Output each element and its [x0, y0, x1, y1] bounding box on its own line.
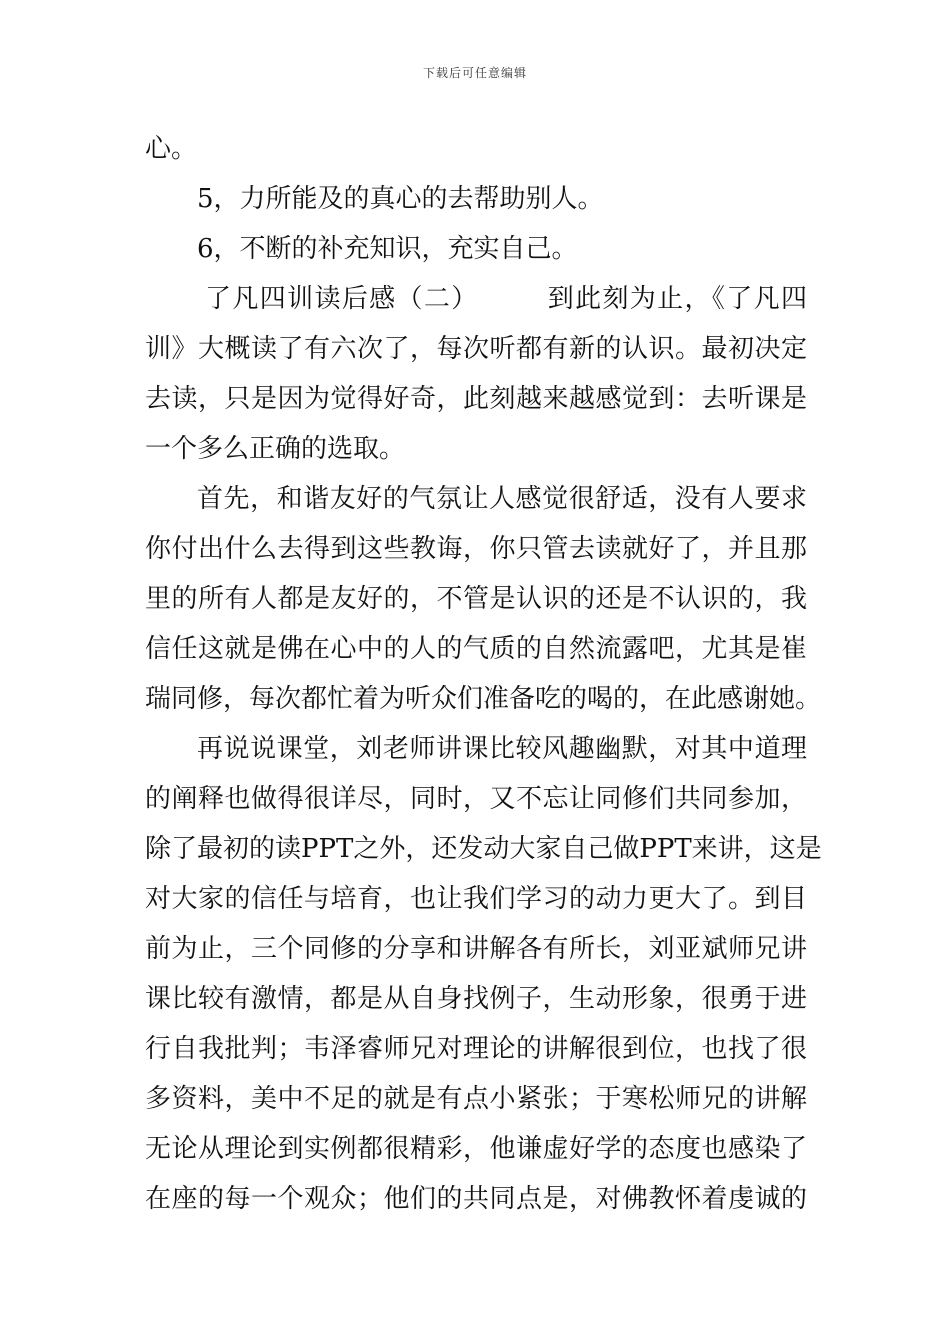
- text-line: 行自我批判；韦泽睿师兄对理论的讲解很到位，也找了很: [145, 1034, 807, 1064]
- text-line: 在座的每一个观众；他们的共同点是，对佛教怀着虔诚的: [145, 1184, 807, 1214]
- text-line: 首先，和谐友好的气氛让人感觉很舒适，没有人要求: [197, 484, 807, 514]
- text-line: 多资料，美中不足的就是有点小紧张；于寒松师兄的讲解: [145, 1084, 807, 1114]
- text-line: 的阐释也做得很详尽，同时，又不忘让同修们共同参加，: [145, 784, 807, 814]
- text-line: 里的所有人都是友好的，不管是认识的还是不认识的，我: [145, 584, 807, 614]
- text-line: 课比较有激情，都是从自身找例子，生动形象，很勇于进: [145, 984, 807, 1014]
- text-line: 你付出什么去得到这些教诲，你只管去读就好了，并且那: [145, 534, 807, 564]
- text-line: 前为止，三个同修的分享和讲解各有所长，刘亚斌师兄讲: [145, 934, 807, 964]
- text-line: 再说说课堂，刘老师讲课比较风趣幽默，对其中道理: [197, 734, 807, 764]
- document-body: [145, 124, 822, 1224]
- page-header: 下载后可任意编辑: [422, 66, 527, 80]
- text-line: 5，力所能及的真心的去帮助别人。: [197, 184, 604, 214]
- text-line: 对大家的信任与培育，也让我们学习的动力更大了。到目: [145, 884, 807, 914]
- text-line: 了凡四训读后感（二） 到此刻为止，《了凡四: [205, 284, 807, 314]
- text-line: 去读，只是因为觉得好奇，此刻越来越感觉到：去听课是: [145, 384, 807, 414]
- text-line: 6，不断的补充知识，充实自己。: [197, 234, 578, 264]
- text-line: 心。: [145, 134, 198, 164]
- text-line: 信任这就是佛在心中的人的气质的自然流露吧，尤其是崔: [145, 634, 807, 664]
- text-line: 瑞同修，每次都忙着为听众们准备吃的喝的，在此感谢她。: [145, 684, 822, 714]
- text-line: 无论从理论到实例都很精彩，他谦虚好学的态度也感染了: [145, 1134, 807, 1164]
- text-line: 一个多么正确的选取。: [145, 434, 406, 464]
- text-line: 训》大概读了有六次了，每次听都有新的认识。最初决定: [145, 334, 807, 364]
- text-line: 除了最初的读PPT之外，还发动大家自己做PPT来讲，这是: [145, 834, 822, 864]
